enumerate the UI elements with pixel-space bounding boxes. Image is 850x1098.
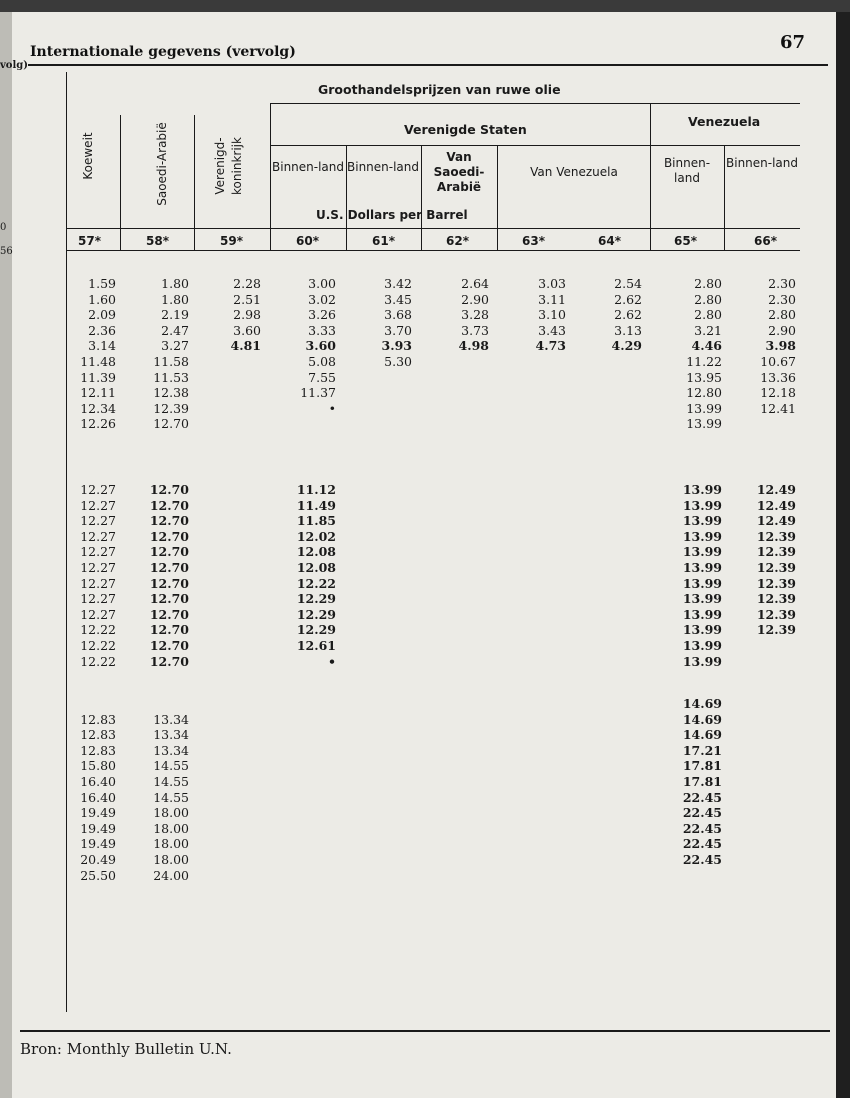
- table-cell: 18.00: [153, 805, 189, 821]
- table-cell: 12.39: [756, 560, 796, 575]
- table-cell: 4.98: [458, 338, 489, 354]
- table-cell: 12.34: [80, 400, 116, 416]
- source-note: Bron: Monthly Bulletin U.N.: [20, 1040, 232, 1058]
- table-cell: 12.27: [80, 513, 116, 529]
- col-num-62: 62*: [446, 234, 469, 248]
- col-header-saoedi-arabie: Saoedi-Arabië: [155, 122, 169, 206]
- table-cell: 17.81: [682, 758, 722, 774]
- table-cell: 12.80: [686, 385, 722, 401]
- page-number: 67: [780, 32, 806, 53]
- table-cell: 12.39: [756, 622, 796, 638]
- table-cell: 2.80: [694, 307, 722, 323]
- table-cell: 2.54: [614, 276, 642, 291]
- table-cell: 15.80: [80, 758, 116, 774]
- table-cell: 12.39: [756, 528, 796, 544]
- col-sep-1: [120, 115, 121, 250]
- table-cell: 2.09: [88, 307, 116, 323]
- table-cell: •: [328, 400, 336, 416]
- unit-label: U.S. Dollars per Barrel: [316, 208, 468, 222]
- table-cell: 12.18: [760, 385, 796, 401]
- table-cell: 12.29: [296, 622, 336, 638]
- table-cell: 3.10: [538, 307, 566, 323]
- margin-fragment-0: 0: [0, 222, 7, 233]
- table-cell: 12.70: [149, 638, 189, 653]
- table-cell: 12.22: [80, 653, 116, 669]
- table-cell: 1.60: [88, 291, 116, 307]
- table-cell: 11.85: [296, 513, 336, 529]
- col-num-66: 66*: [754, 234, 777, 248]
- table-cell: 19.49: [80, 836, 116, 852]
- table-cell: 18.00: [153, 836, 189, 852]
- col-header-van-saoedi-arabie: Van Saoedi-Arabië: [433, 150, 485, 194]
- table-cell: 4.73: [535, 338, 566, 354]
- table-cell: 3.93: [381, 338, 412, 354]
- table-cell: 13.99: [682, 528, 722, 544]
- table-cell: 12.49: [756, 513, 796, 529]
- table-cell: 2.47: [161, 322, 189, 338]
- table-cell: 12.27: [80, 544, 116, 560]
- table-cell: 16.40: [80, 774, 116, 789]
- table-cell: 13.99: [682, 575, 722, 591]
- col-sep-5: [421, 145, 422, 250]
- col-num-58: 58*: [146, 234, 169, 248]
- table-cell: 3.70: [384, 322, 412, 338]
- margin-fragment-vervolg: volg): [0, 60, 29, 71]
- table-cell: 2.80: [768, 307, 796, 323]
- table-cell: •: [328, 653, 336, 669]
- table-cell: 12.39: [153, 400, 189, 416]
- table-cell: 12.27: [80, 482, 116, 497]
- col-sep-8: [724, 145, 725, 250]
- table-cell: 22.45: [682, 805, 722, 821]
- col-header-binnenland-ven-1: Binnen-land: [663, 156, 711, 185]
- table-cell: 20.49: [80, 852, 116, 867]
- table-cell: 13.99: [682, 653, 722, 669]
- table-cell: 2.62: [614, 307, 642, 323]
- table-cell: 11.37: [300, 385, 336, 401]
- table-cell: 13.99: [682, 622, 722, 638]
- col-header-van-venezuela: Van Venezuela: [530, 165, 618, 179]
- col-sep-7: [650, 103, 651, 250]
- table-cell: 17.21: [682, 742, 722, 758]
- table-cell: 22.45: [682, 789, 722, 805]
- table-cell: 3.73: [461, 322, 489, 338]
- table-cell: 5.30: [384, 354, 412, 369]
- table-cell: 11.39: [80, 369, 116, 385]
- page-title: Internationale gegevens (vervolg): [30, 44, 296, 60]
- table-cell: 13.99: [682, 560, 722, 575]
- table-cell: 2.80: [694, 291, 722, 307]
- table-cell: 7.55: [308, 369, 336, 385]
- table-cell: 12.49: [756, 482, 796, 497]
- col-header-verenigd-koninkrijk: Verenigd-koninkrijk: [213, 137, 244, 195]
- table-cell: 13.34: [153, 742, 189, 758]
- col-sep-2: [194, 115, 195, 250]
- table-cell: 2.36: [88, 322, 116, 338]
- table-cell: 13.99: [686, 400, 722, 416]
- table-cell: 22.45: [682, 820, 722, 836]
- table-cell: 3.42: [384, 276, 412, 291]
- table-cell: 13.36: [760, 369, 796, 385]
- table-cell: 3.02: [308, 291, 336, 307]
- table-cell: 3.00: [308, 276, 336, 291]
- table-cell: 3.43: [538, 322, 566, 338]
- table-cell: 14.55: [153, 774, 189, 789]
- table-cell: 13.99: [682, 482, 722, 497]
- table-cell: 12.22: [80, 638, 116, 653]
- table-cell: 3.60: [233, 322, 261, 338]
- table-cell: 1.80: [161, 276, 189, 291]
- table-cell: 12.70: [149, 513, 189, 529]
- table-cell: 12.39: [756, 591, 796, 607]
- table-cell: 12.49: [756, 497, 796, 513]
- table-cell: 12.70: [149, 544, 189, 560]
- table-cell: 3.28: [461, 307, 489, 323]
- col-num-63: 63*: [522, 234, 545, 248]
- table-cell: 14.55: [153, 789, 189, 805]
- table-cell: 13.99: [686, 416, 722, 432]
- table-cell: 2.51: [233, 291, 261, 307]
- table-cell: 13.34: [153, 727, 189, 743]
- table-cell: 1.80: [161, 291, 189, 307]
- table-cell: 4.46: [691, 338, 722, 354]
- table-cell: 19.49: [80, 820, 116, 836]
- table-cell: 2.28: [233, 276, 261, 291]
- table-cell: 13.95: [686, 369, 722, 385]
- table-cell: 12.22: [80, 622, 116, 638]
- col-header-binnenland-ven-2: Binnen-land: [726, 156, 799, 170]
- table-cell: 12.70: [149, 591, 189, 607]
- group-heading: Groothandelsprijzen van ruwe olie: [318, 82, 561, 97]
- table-cell: 2.64: [461, 276, 489, 291]
- col-num-60: 60*: [296, 234, 319, 248]
- table-cell: 12.70: [149, 560, 189, 575]
- table-cell: 12.11: [80, 385, 116, 401]
- table-cell: 12.70: [149, 622, 189, 638]
- table-cell: 2.62: [614, 291, 642, 307]
- table-cell: 12.27: [80, 528, 116, 544]
- table-cell: 12.70: [149, 497, 189, 513]
- top-rule: [28, 64, 828, 66]
- table-cell: 12.70: [153, 416, 189, 432]
- table-cell: 12.22: [296, 575, 336, 591]
- table-cell: 18.00: [153, 852, 189, 867]
- table-cell: 12.27: [80, 575, 116, 591]
- table-cell: 4.29: [611, 338, 642, 354]
- table-cell: 25.50: [80, 867, 116, 883]
- table-cell: 3.60: [305, 338, 336, 354]
- heading-verenigde-staten: Verenigde Staten: [404, 122, 527, 137]
- table-cell: 12.39: [756, 575, 796, 591]
- table-cell: 12.27: [80, 606, 116, 622]
- table-cell: 3.33: [308, 322, 336, 338]
- table-cell: 12.39: [756, 544, 796, 560]
- table-cell: 12.29: [296, 591, 336, 607]
- table-cell: 12.70: [149, 575, 189, 591]
- table-cell: 12.70: [149, 482, 189, 497]
- sub-group-rule: [270, 145, 800, 146]
- table-cell: 10.67: [760, 354, 796, 369]
- table-cell: 3.13: [614, 322, 642, 338]
- table-cell: 12.83: [80, 742, 116, 758]
- column-number-rule: [66, 250, 800, 251]
- table-cell: 11.48: [80, 354, 116, 369]
- table-cell: 12.39: [756, 606, 796, 622]
- table-cell: 13.99: [682, 497, 722, 513]
- table-cell: 12.83: [80, 727, 116, 743]
- right-page-edge: [836, 0, 850, 1098]
- table-cell: 12.26: [80, 416, 116, 432]
- table-cell: 3.26: [308, 307, 336, 323]
- table-cell: 12.70: [149, 606, 189, 622]
- table-cell: 12.38: [153, 385, 189, 401]
- left-page-edge: [0, 0, 12, 1098]
- table-cell: 13.34: [153, 711, 189, 727]
- table-cell: 11.58: [153, 354, 189, 369]
- table-cell: 13.99: [682, 544, 722, 560]
- table-cell: 13.99: [682, 638, 722, 653]
- col-header-binnenland-1: Binnen-land: [272, 160, 345, 174]
- table-cell: 22.45: [682, 836, 722, 852]
- table-cell: 14.69: [682, 711, 722, 727]
- table-cell: 12.41: [760, 400, 796, 416]
- table-cell: 11.12: [296, 482, 336, 497]
- bottom-rule: [20, 1030, 830, 1032]
- table-cell: 14.55: [153, 758, 189, 774]
- table-cell: 2.30: [768, 276, 796, 291]
- table-cell: 2.19: [161, 307, 189, 323]
- table-cell: 12.08: [296, 544, 336, 560]
- table-cell: 22.45: [682, 852, 722, 867]
- table-cell: 3.03: [538, 276, 566, 291]
- col-header-koeweit: Koeweit: [81, 132, 95, 180]
- table-cell: 5.08: [308, 354, 336, 369]
- table-cell: 19.49: [80, 805, 116, 821]
- table-cell: 3.68: [384, 307, 412, 323]
- table-cell: 16.40: [80, 789, 116, 805]
- table-cell: 17.81: [682, 774, 722, 789]
- col-num-64: 64*: [598, 234, 621, 248]
- table-cell: 2.98: [233, 307, 261, 323]
- table-cell: 12.02: [296, 528, 336, 544]
- unit-rule: [66, 228, 800, 229]
- table-cell: 12.61: [296, 638, 336, 653]
- table-cell: 13.99: [682, 513, 722, 529]
- table-cell: 24.00: [153, 867, 189, 883]
- table-cell: 13.99: [682, 591, 722, 607]
- table-cell: 11.49: [296, 497, 336, 513]
- heading-venezuela: Venezuela: [688, 114, 761, 129]
- table-cell: 4.81: [230, 338, 261, 354]
- table-cell: 3.45: [384, 291, 412, 307]
- group-header-rule: [270, 103, 800, 104]
- table-cell: 3.11: [538, 291, 566, 307]
- table-cell: 11.53: [153, 369, 189, 385]
- col-sep-3: [270, 103, 271, 250]
- table-cell: 2.90: [768, 322, 796, 338]
- table-cell: 14.69: [682, 696, 722, 711]
- table-cell: 12.83: [80, 711, 116, 727]
- table-cell: 12.70: [149, 653, 189, 669]
- table-cell: 12.27: [80, 497, 116, 513]
- col-num-65: 65*: [674, 234, 697, 248]
- table-cell: 3.27: [161, 338, 189, 354]
- table-cell: 1.59: [88, 276, 116, 291]
- table-cell: 12.29: [296, 606, 336, 622]
- table-cell: 12.70: [149, 528, 189, 544]
- table-cell: 12.27: [80, 591, 116, 607]
- col-num-59: 59*: [220, 234, 243, 248]
- table-cell: 18.00: [153, 820, 189, 836]
- table-cell: 3.21: [694, 322, 722, 338]
- table-cell: 14.69: [682, 727, 722, 743]
- table-cell: 2.90: [461, 291, 489, 307]
- col-sep-6: [497, 145, 498, 250]
- table-cell: 12.27: [80, 560, 116, 575]
- margin-fragment-56: 56: [0, 246, 13, 257]
- col-num-61: 61*: [372, 234, 395, 248]
- table-cell: 12.08: [296, 560, 336, 575]
- table-cell: 3.98: [765, 338, 796, 354]
- col-num-57: 57*: [78, 234, 101, 248]
- table-cell: 11.22: [686, 354, 722, 369]
- col-header-binnenland-2: Binnen-land: [347, 160, 420, 174]
- table-cell: 13.99: [682, 606, 722, 622]
- table-cell: 3.14: [88, 338, 116, 354]
- table-cell: 2.80: [694, 276, 722, 291]
- top-page-edge: [0, 0, 850, 12]
- table-cell: 2.30: [768, 291, 796, 307]
